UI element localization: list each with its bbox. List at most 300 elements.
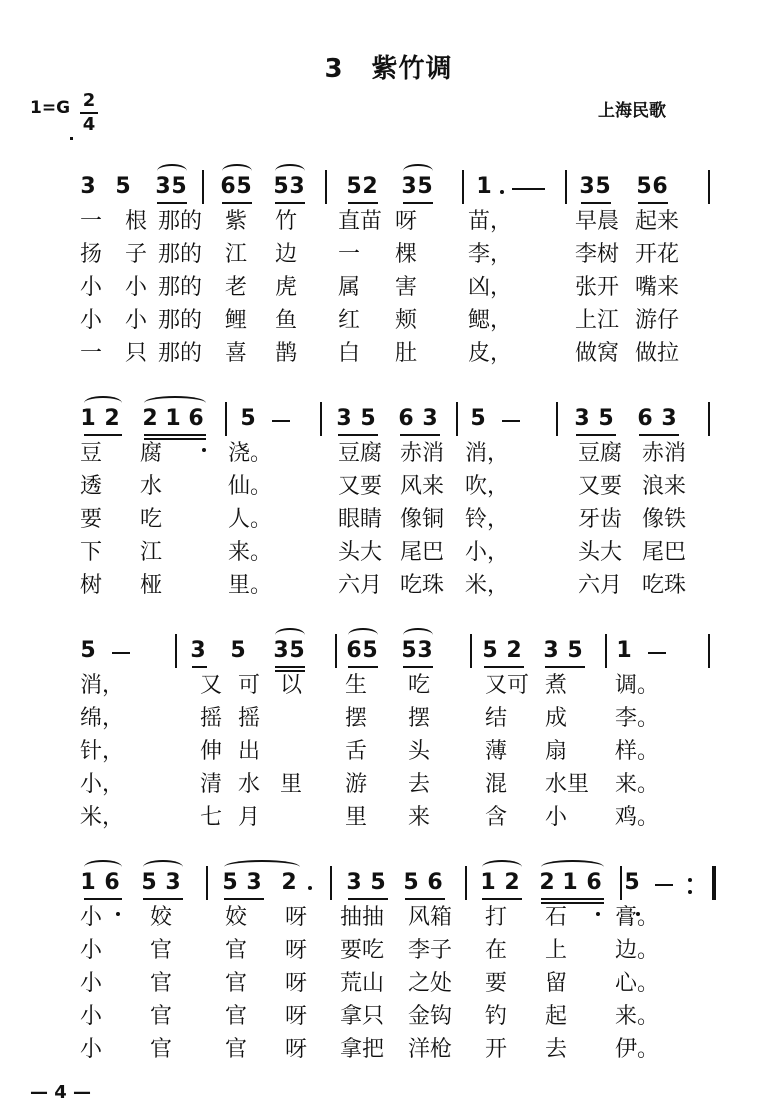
lyric-syllable: 官	[150, 1004, 173, 1029]
bar-line	[225, 402, 227, 436]
song-number: 3	[324, 54, 344, 84]
lyric-syllable: 头大	[338, 540, 383, 565]
lyric-syllable: 官	[150, 971, 173, 996]
lyric-syllable: 江	[225, 242, 248, 267]
sustain-dash	[272, 420, 290, 422]
lyric-syllable: 含	[485, 805, 508, 830]
lyric-syllable: 腐	[140, 441, 163, 466]
lyric-syllable: 鱼	[275, 308, 298, 333]
lyric-syllable: 属	[338, 275, 361, 300]
slur-arc	[482, 860, 522, 874]
note: 5	[370, 870, 386, 895]
bar-line	[708, 402, 710, 436]
note: 2	[504, 870, 520, 895]
lyric-syllable: 去	[408, 772, 431, 797]
note: 5	[595, 174, 611, 199]
lyric-syllable: 来	[408, 805, 431, 830]
lyric-syllable: 呀	[285, 971, 308, 996]
lyric-syllable: 透	[80, 474, 103, 499]
lyric-syllable: 官	[225, 1037, 248, 1062]
lyric-syllable: 吹，	[465, 474, 510, 499]
notation-line	[0, 400, 777, 440]
note: 3	[346, 870, 362, 895]
note: 5	[360, 406, 376, 431]
lyric-syllable: 尾巴	[400, 540, 445, 565]
lyric-syllable: 来。	[228, 540, 273, 565]
lyric-syllable: 皮，	[468, 341, 513, 366]
note: 2	[506, 638, 522, 663]
lyric-syllable: 打	[485, 905, 508, 930]
lyric-syllable: 上江	[575, 308, 620, 333]
song-name: 紫竹调	[371, 54, 453, 84]
lyric-syllable: 以	[280, 673, 303, 698]
lyric-syllable: 那的	[158, 341, 203, 366]
lyric-syllable: 舌	[345, 739, 368, 764]
page-number: — 4 —	[30, 1082, 92, 1103]
lyric-syllable: 官	[225, 971, 248, 996]
slur-arc	[275, 164, 305, 178]
notation-dot	[688, 890, 692, 894]
lyric-verse-4	[0, 535, 777, 563]
note: 1	[616, 638, 632, 663]
lyric-syllable: 吃	[140, 507, 163, 532]
lyric-verse-3	[0, 270, 777, 298]
note: 5	[598, 406, 614, 431]
lyric-syllable: 张开	[575, 275, 620, 300]
lyric-syllable: 老	[225, 275, 248, 300]
lyric-syllable: 六月	[578, 573, 623, 598]
slur-arc	[84, 860, 122, 874]
lyric-syllable: 出	[238, 739, 261, 764]
note: 3	[155, 174, 171, 199]
time-signature	[80, 92, 98, 134]
lyric-syllable: 上	[545, 938, 568, 963]
key-signature: 1=G	[30, 98, 71, 118]
lyric-syllable: 颊	[395, 308, 418, 333]
lyric-syllable: 起	[545, 1004, 568, 1029]
lyric-syllable: 来。	[615, 1004, 660, 1029]
lyric-verse-5	[0, 568, 777, 596]
lyric-syllable: 白	[338, 341, 361, 366]
lyric-syllable: 消，	[80, 673, 125, 698]
note: 3	[336, 406, 352, 431]
lyric-syllable: 紫	[225, 209, 248, 234]
lyric-syllable: 里	[345, 805, 368, 830]
lyric-syllable: 李子	[408, 938, 453, 963]
lyric-verse-5	[0, 800, 777, 828]
song-title	[0, 48, 777, 85]
lyric-syllable: 摇	[238, 706, 261, 731]
lyric-syllable: 米，	[80, 805, 125, 830]
note: 3	[401, 174, 417, 199]
lyric-verse-3	[0, 502, 777, 530]
lyric-verse-4	[0, 767, 777, 795]
lyric-syllable: 赤消	[400, 441, 445, 466]
lyric-syllable: 伸	[200, 739, 223, 764]
lyric-syllable: 树	[80, 573, 103, 598]
lyric-syllable: 混	[485, 772, 508, 797]
note: 6	[427, 870, 443, 895]
lyric-syllable: 抽抽	[340, 905, 385, 930]
note: 6	[220, 174, 236, 199]
note: 1	[476, 174, 492, 199]
lyric-verse-1	[0, 900, 777, 928]
lyric-syllable: 七	[200, 805, 223, 830]
bar-line	[325, 170, 327, 204]
lyric-syllable: 李。	[615, 706, 660, 731]
lyric-syllable: 眼睛	[338, 507, 383, 532]
lyric-syllable: 拿只	[340, 1004, 385, 1029]
slur-arc	[403, 628, 433, 642]
lyric-syllable: 吃珠	[400, 573, 445, 598]
note: 5	[222, 870, 238, 895]
note: 6	[104, 870, 120, 895]
slur-arc	[403, 164, 433, 178]
lyric-syllable: 呀	[285, 938, 308, 963]
lyric-syllable: 凶，	[468, 275, 513, 300]
lyric-syllable: 小	[80, 308, 103, 333]
note: 5	[470, 406, 486, 431]
lyric-syllable: 小	[80, 905, 103, 930]
note: 5	[230, 638, 246, 663]
lyric-syllable: 小	[125, 308, 148, 333]
note: 2	[362, 174, 378, 199]
lyric-syllable: 尾巴	[642, 540, 687, 565]
lyric-syllable: 结	[485, 706, 508, 731]
lyric-syllable: 小	[80, 275, 103, 300]
lyric-syllable: 小	[80, 1037, 103, 1062]
lyric-syllable: 小，	[465, 540, 510, 565]
lyric-verse-2	[0, 469, 777, 497]
lyric-verse-2	[0, 237, 777, 265]
lyric-syllable: 那的	[158, 209, 203, 234]
lyric-syllable: 调。	[615, 673, 660, 698]
bar-line	[462, 170, 464, 204]
lyric-syllable: 可	[238, 673, 261, 698]
lyric-syllable: 竹	[275, 209, 298, 234]
lyric-syllable: 豆腐	[578, 441, 623, 466]
lyric-syllable: 浪来	[642, 474, 687, 499]
bar-line	[320, 402, 322, 436]
sustain-dash	[502, 420, 520, 422]
lyric-syllable: 头大	[578, 540, 623, 565]
note: 5	[482, 638, 498, 663]
lyric-verse-1	[0, 204, 777, 232]
lyric-syllable: 边。	[615, 938, 660, 963]
note: 2	[104, 406, 120, 431]
slur-arc	[143, 860, 183, 874]
bar-line	[712, 866, 716, 900]
lyric-syllable: 小，	[80, 772, 125, 797]
lyric-syllable: 针，	[80, 739, 125, 764]
note: 5	[240, 406, 256, 431]
lyric-syllable: 月	[238, 805, 261, 830]
bar-line	[620, 866, 622, 900]
lyric-verse-5	[0, 1032, 777, 1060]
lyric-syllable: 鲤	[225, 308, 248, 333]
lyric-verse-4	[0, 303, 777, 331]
lyric-syllable: 小	[80, 971, 103, 996]
note: 5	[636, 174, 652, 199]
bar-line	[565, 170, 567, 204]
note: 1	[480, 870, 496, 895]
lyric-syllable: 根	[125, 209, 148, 234]
lyric-syllable: 钓	[485, 1004, 508, 1029]
note: 2	[142, 406, 158, 431]
lyric-syllable: 心。	[615, 971, 660, 996]
sustain-dash	[512, 188, 545, 190]
lyric-syllable: 样。	[615, 739, 660, 764]
lyric-syllable: 官	[225, 938, 248, 963]
lyric-syllable: 生	[345, 673, 368, 698]
note: 5	[273, 174, 289, 199]
note: 5	[115, 174, 131, 199]
sustain-dash	[655, 884, 673, 886]
bar-line	[470, 634, 472, 668]
lyric-syllable: 水里	[545, 772, 590, 797]
lyric-verse-2	[0, 701, 777, 729]
bar-line	[330, 866, 332, 900]
lyric-syllable: 鳃，	[468, 308, 513, 333]
lyric-syllable: 金钩	[408, 1004, 453, 1029]
lyric-syllable: 人。	[228, 507, 273, 532]
notation-dot	[500, 190, 504, 194]
lyric-syllable: 要	[80, 507, 103, 532]
note: 6	[346, 638, 362, 663]
lyric-syllable: 一	[338, 242, 361, 267]
lyric-syllable: 姣	[150, 905, 173, 930]
note: 1	[80, 406, 96, 431]
lyric-syllable: 桠	[140, 573, 163, 598]
bar-line	[335, 634, 337, 668]
lyric-syllable: 扇	[545, 739, 568, 764]
lyric-syllable: 害	[395, 275, 418, 300]
stray-dot	[70, 137, 73, 140]
lyric-verse-3	[0, 966, 777, 994]
note: 3	[190, 638, 206, 663]
note: 3	[246, 870, 262, 895]
note: 5	[346, 174, 362, 199]
note: 6	[652, 174, 668, 199]
note: 3	[579, 174, 595, 199]
lyric-syllable: 喜	[225, 341, 248, 366]
lyric-syllable: 苗，	[468, 209, 513, 234]
lyric-syllable: 呀	[285, 905, 308, 930]
lyric-syllable: 那的	[158, 242, 203, 267]
lyric-syllable: 石	[545, 905, 568, 930]
lyric-syllable: 棵	[395, 242, 418, 267]
lyric-syllable: 一	[80, 209, 103, 234]
lyric-syllable: 又要	[338, 474, 383, 499]
lyric-syllable: 牙齿	[578, 507, 623, 532]
slur-arc	[144, 396, 206, 410]
bar-line	[206, 866, 208, 900]
slur-arc	[84, 396, 122, 410]
lyric-syllable: 游	[345, 772, 368, 797]
bar-line	[175, 634, 177, 668]
lyric-syllable: 开花	[635, 242, 680, 267]
lyric-verse-1	[0, 668, 777, 696]
lyric-syllable: 赤消	[642, 441, 687, 466]
note: 1	[562, 870, 578, 895]
lyric-syllable: 小	[125, 275, 148, 300]
lyric-syllable: 小	[80, 1004, 103, 1029]
lyric-syllable: 绵，	[80, 706, 125, 731]
lyric-syllable: 风箱	[408, 905, 453, 930]
bar-line	[708, 170, 710, 204]
lyric-syllable: 水	[238, 772, 261, 797]
lyric-syllable: 下	[80, 540, 103, 565]
lyric-verse-1	[0, 436, 777, 464]
lyric-syllable: 那的	[158, 308, 203, 333]
lyric-syllable: 李，	[468, 242, 513, 267]
note: 5	[403, 870, 419, 895]
note: 3	[165, 870, 181, 895]
bar-line	[456, 402, 458, 436]
lyric-verse-4	[0, 999, 777, 1027]
sustain-dash	[112, 652, 130, 654]
note: 3	[574, 406, 590, 431]
sustain-dash	[648, 652, 666, 654]
lyric-syllable: 摆	[345, 706, 368, 731]
lyric-syllable: 豆腐	[338, 441, 383, 466]
note: 5	[289, 638, 305, 663]
lyric-syllable: 要	[485, 971, 508, 996]
lyric-syllable: 煮	[545, 673, 568, 698]
note: 5	[362, 638, 378, 663]
note: 5	[417, 174, 433, 199]
lyric-syllable: 扬	[80, 242, 103, 267]
lyric-syllable: 里。	[228, 573, 273, 598]
note: 5	[141, 870, 157, 895]
note: 5	[80, 638, 96, 663]
lyric-syllable: 洋枪	[408, 1037, 453, 1062]
lyric-syllable: 里	[280, 772, 303, 797]
lyric-syllable: 膏。	[615, 905, 660, 930]
lyric-syllable: 在	[485, 938, 508, 963]
lyric-syllable: 游仔	[635, 308, 680, 333]
lyric-syllable: 又要	[578, 474, 623, 499]
lyric-syllable: 官	[150, 1037, 173, 1062]
note: 3	[661, 406, 677, 431]
lyric-syllable: 水	[140, 474, 163, 499]
lyric-syllable: 开	[485, 1037, 508, 1062]
note: 2	[539, 870, 555, 895]
lyric-syllable: 李树	[575, 242, 620, 267]
notation-line	[0, 632, 777, 672]
lyric-syllable: 呀	[285, 1004, 308, 1029]
slur-arc	[275, 628, 305, 642]
slur-arc	[541, 860, 604, 874]
notation-dot	[308, 886, 312, 890]
lyric-syllable: 虎	[275, 275, 298, 300]
note: 6	[637, 406, 653, 431]
note: 5	[236, 174, 252, 199]
lyric-syllable: 去	[545, 1037, 568, 1062]
slur-arc	[224, 860, 300, 874]
lyric-syllable: 那的	[158, 275, 203, 300]
lyric-syllable: 要吃	[340, 938, 385, 963]
lyric-syllable: 做窝	[575, 341, 620, 366]
lyric-syllable: 吃珠	[642, 573, 687, 598]
note: 5	[171, 174, 187, 199]
note: 1	[165, 406, 181, 431]
lyric-syllable: 姣	[225, 905, 248, 930]
lyric-syllable: 豆	[80, 441, 103, 466]
note: 6	[188, 406, 204, 431]
lyric-syllable: 小	[545, 805, 568, 830]
lyric-syllable: 六月	[338, 573, 383, 598]
lyric-syllable: 起来	[635, 209, 680, 234]
notation-dot	[688, 878, 692, 882]
lyric-syllable: 摆	[408, 706, 431, 731]
time-denominator: 4	[82, 114, 96, 135]
lyric-syllable: 风来	[400, 474, 445, 499]
lyric-syllable: 一	[80, 341, 103, 366]
lyric-syllable: 吃	[408, 673, 431, 698]
lyric-syllable: 嘴来	[635, 275, 680, 300]
note: 3	[417, 638, 433, 663]
lyric-syllable: 浇。	[228, 441, 273, 466]
note: 6	[586, 870, 602, 895]
note: 5	[401, 638, 417, 663]
bar-line	[202, 170, 204, 204]
note: 3	[273, 638, 289, 663]
lyric-syllable: 荒山	[340, 971, 385, 996]
bar-line	[708, 634, 710, 668]
slur-arc	[348, 628, 378, 642]
lyric-syllable: 米，	[465, 573, 510, 598]
lyric-syllable: 红	[338, 308, 361, 333]
note: 3	[543, 638, 559, 663]
lyric-syllable: 像铁	[642, 507, 687, 532]
lyric-syllable: 成	[545, 706, 568, 731]
song-source: 上海民歌	[598, 101, 666, 121]
lyric-syllable: 做拉	[635, 341, 680, 366]
note: 2	[281, 870, 297, 895]
lyric-syllable: 像铜	[400, 507, 445, 532]
lyric-syllable: 呀	[395, 209, 418, 234]
bar-line	[465, 866, 467, 900]
notation-line	[0, 168, 777, 208]
lyric-syllable: 摇	[200, 706, 223, 731]
lyric-syllable: 只	[125, 341, 148, 366]
lyric-syllable: 之处	[408, 971, 453, 996]
lyric-syllable: 铃，	[465, 507, 510, 532]
lyric-syllable: 鸡。	[615, 805, 660, 830]
lyric-syllable: 直苗	[338, 209, 383, 234]
note: 3	[289, 174, 305, 199]
note: 6	[398, 406, 414, 431]
lyric-syllable: 留	[545, 971, 568, 996]
bar-line	[605, 634, 607, 668]
lyric-syllable: 拿把	[340, 1037, 385, 1062]
bar-line	[556, 402, 558, 436]
lyric-syllable: 肚	[395, 341, 418, 366]
lyric-syllable: 边	[275, 242, 298, 267]
lyric-syllable: 来。	[615, 772, 660, 797]
lyric-syllable: 消，	[465, 441, 510, 466]
lyric-verse-2	[0, 933, 777, 961]
lyric-syllable: 又	[200, 673, 223, 698]
lyric-syllable: 伊。	[615, 1037, 660, 1062]
slur-arc	[222, 164, 252, 178]
note: 5	[624, 870, 640, 895]
lyric-syllable: 子	[125, 242, 148, 267]
lyric-syllable: 又可	[485, 673, 530, 698]
note: 3	[422, 406, 438, 431]
lyric-syllable: 官	[225, 1004, 248, 1029]
